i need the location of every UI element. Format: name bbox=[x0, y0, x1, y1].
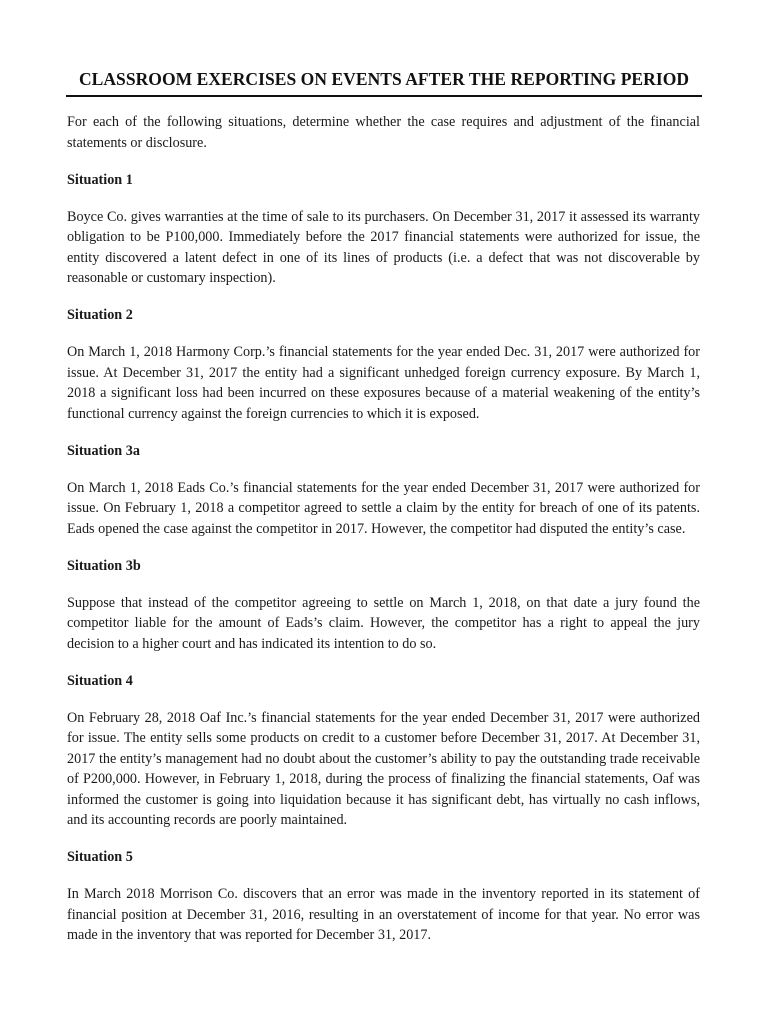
situation-heading: Situation 1 bbox=[67, 171, 133, 188]
situation-heading: Situation 2 bbox=[67, 307, 133, 323]
situation-heading: Situation 4 bbox=[67, 672, 133, 689]
situation-1 bbox=[67, 170, 700, 289]
situation-3a bbox=[67, 441, 700, 540]
situation-body: On March 1, 2018 Harmony Corp.’s financial statements for the year ended Dec. 31, 2017 were authorized for issue. At December 31, 2017 the entity had a significant unhedged foreign currency exposure. By March 1, 2018 a significant loss had been incurred on these exposures because of a material weakening of the entity’s functional currency against the foreign currencies to which it is exposed. bbox=[67, 344, 700, 422]
situation-body: On February 28, 2018 Oaf Inc.’s financial statements for the year ended December 31, 2017 were authorized for issue. The entity sells some products on credit to a customer before December 31, 2017. At December 31, 2017 the entity’s management had no doubt about the customer’s ability to pay the outstanding trade receivable of P200,000. However, in February 1, 2018, during the process of finalizing the financial statements, Oaf was informed the customer is going into liquidation because it has significant debt, has virtually no cash inflows, and its accounting records are poorly maintained. bbox=[67, 709, 700, 828]
situation-heading: Situation 3b bbox=[67, 557, 141, 574]
title-underline bbox=[66, 95, 702, 97]
situation-4 bbox=[67, 671, 700, 831]
situation-body: In March 2018 Morrison Co. discovers that an error was made in the inventory reported in its statement of financial position at December 31, 2016, resulting in an overstatement of income for that year. No error was made in the inventory that was reported for December 31, 2017. bbox=[67, 886, 700, 943]
situation-5 bbox=[67, 847, 700, 946]
situation-heading: Situation 3a bbox=[67, 442, 140, 459]
document-body bbox=[67, 112, 700, 962]
situation-body: Boyce Co. gives warranties at the time of sale to its purchasers. On December 31, 2017 it assessed its warranty obligation to be P100,000. Immediately before the 2017 financial statements were authorized for issue, the entity discovered a latent defect in one of its lines of products (i.e. a defect that was not discoverable by reasonable or customary inspection). bbox=[67, 208, 700, 286]
situation-3b bbox=[67, 556, 700, 655]
situation-2 bbox=[67, 305, 700, 424]
document-title: CLASSROOM EXERCISES ON EVENTS AFTER THE REPORTING PERIOD bbox=[78, 69, 690, 89]
situation-body: On March 1, 2018 Eads Co.’s financial statements for the year ended December 31, 2017 were authorized for issue. On February 1, 2018 a competitor agreed to settle a claim by the entity for breach of one of its patents. Eads opened the case against the competitor in 2017. However, the competitor had disputed the entity’s case. bbox=[67, 479, 700, 537]
situation-heading: Situation 5 bbox=[67, 849, 133, 865]
situation-body: Suppose that instead of the competitor agreeing to settle on March 1, 2018, on that date a jury found the competitor liable for the amount of Eads’s claim. However, the competitor has a right to appeal the jury decision to a higher court and has indicated its intention to do so. bbox=[67, 594, 700, 652]
intro-paragraph: For each of the following situations, determine whether the case requires and adjustment of the financial statements or disclosure. bbox=[67, 114, 700, 151]
